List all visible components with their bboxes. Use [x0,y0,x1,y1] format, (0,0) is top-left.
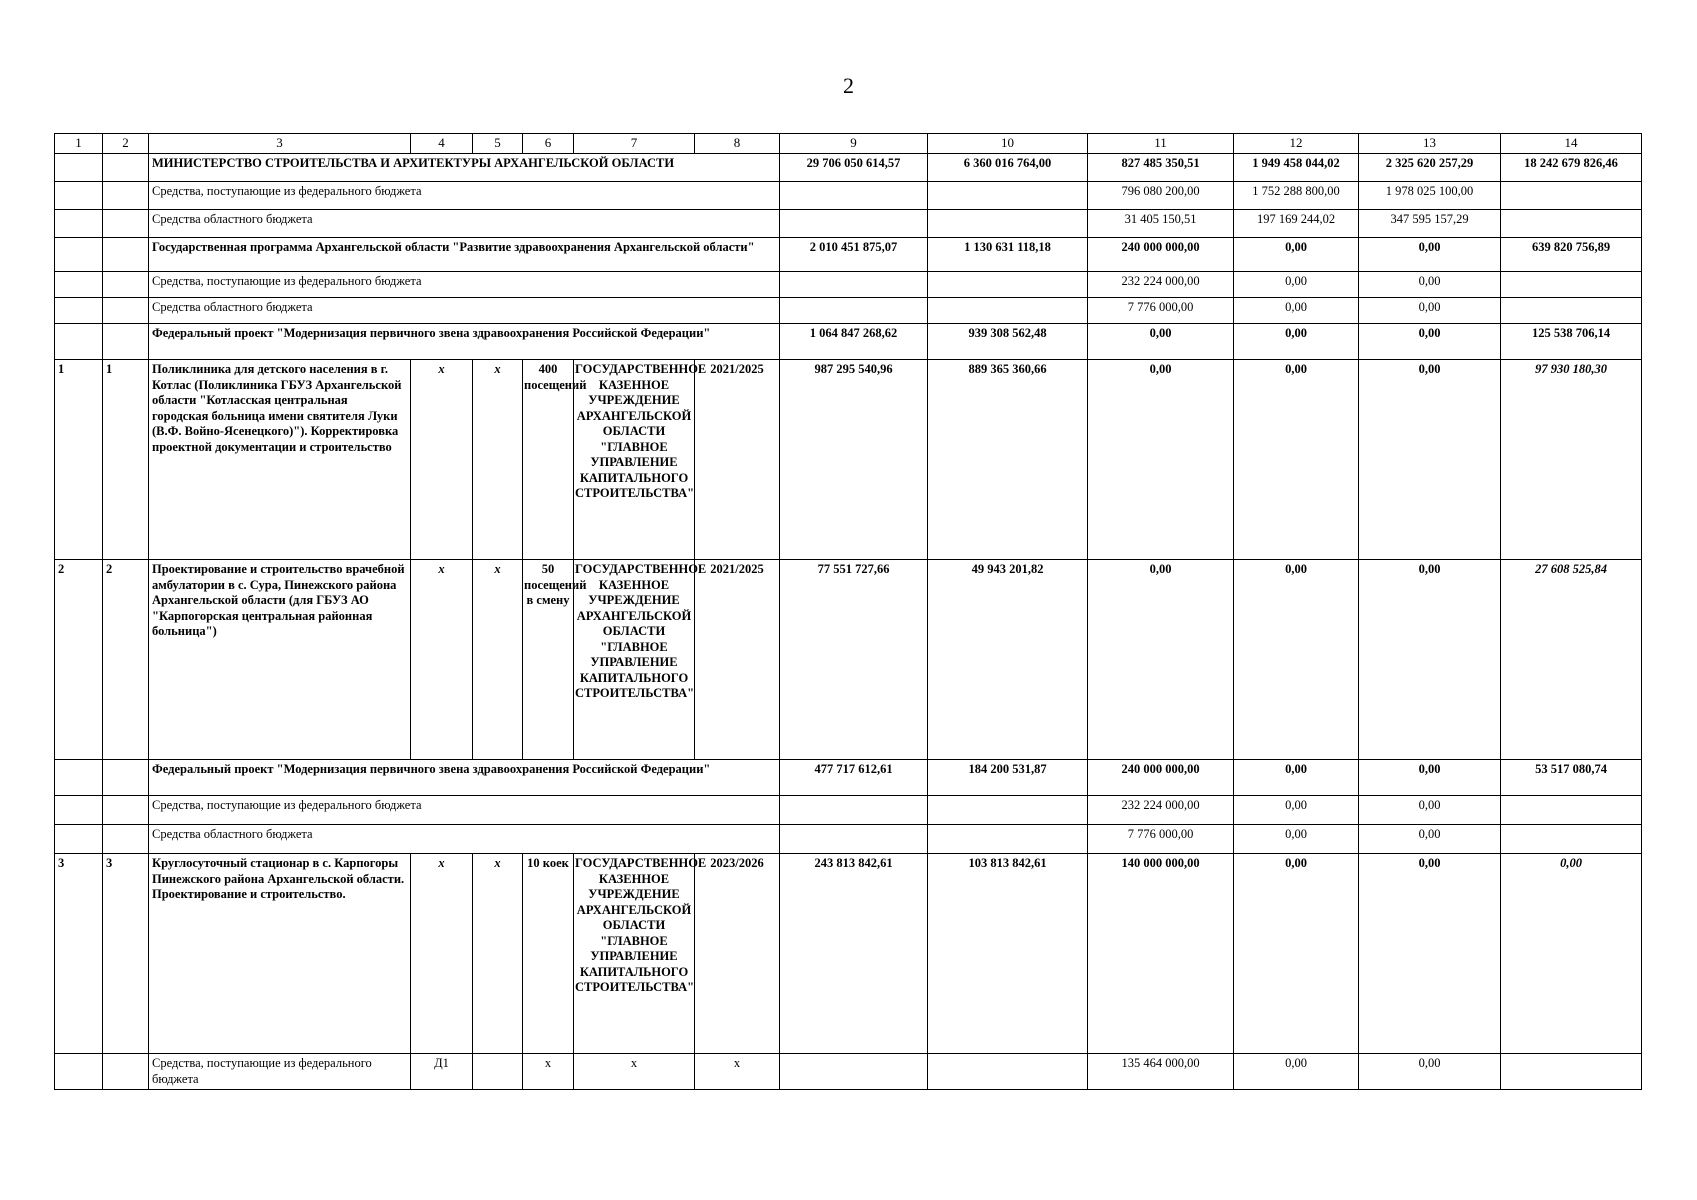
cell-c14: 639 820 756,89 [1501,238,1642,272]
cell-c14: 125 538 706,14 [1501,324,1642,360]
customer: ГОСУДАРСТВЕННОЕ КАЗЕННОЕ УЧРЕЖДЕНИЕ АРХАНГЕЛЬСКОЙ ОБЛАСТИ "ГЛАВНОЕ УПРАВЛЕНИЕ КАПИТАЛЬНОГО СТРОИТЕЛЬСТВА" [574,560,695,760]
cell-c11: 31 405 150,51 [1088,210,1234,238]
cell-c10: 1 130 631 118,18 [928,238,1088,272]
cell-c14: 27 608 525,84 [1501,560,1642,760]
cell-c12: 0,00 [1234,854,1359,1054]
cell-c12: 0,00 [1234,238,1359,272]
cell-c13: 347 595 157,29 [1359,210,1501,238]
cell-c12: 0,00 [1234,560,1359,760]
object-name: Круглосуточный стационар в с. Карпогоры Пинежского района Архангельской области. Проектирование и строительство. [149,854,411,1054]
column-numbers-row [55,134,1642,154]
federal-project-row [55,324,1642,360]
object-row [55,360,1642,560]
funding-row-regional [55,210,1642,238]
cell-c13: 0,00 [1359,760,1501,796]
cell-c13: 0,00 [1359,825,1501,854]
cell-c12: 0,00 [1234,324,1359,360]
cell-c11: 240 000 000,00 [1088,238,1234,272]
cell-c13: 0,00 [1359,560,1501,760]
cell-c13: 0,00 [1359,324,1501,360]
cell-c13: 0,00 [1359,272,1501,298]
row-number: 1 [55,360,103,560]
cell-c11: 0,00 [1088,324,1234,360]
cell-c10: 103 813 842,61 [928,854,1088,1054]
cell-c13: 0,00 [1359,238,1501,272]
column-number: 4 [411,134,473,154]
row-number: 3 [103,854,149,1054]
cell-c12: 0,00 [1234,298,1359,324]
cell-c13: 0,00 [1359,360,1501,560]
cell-c12: 1 752 288 800,00 [1234,182,1359,210]
row-number: 2 [103,560,149,760]
funding-label: Средства, поступающие из федерального бюджета [149,796,780,825]
federal-project-name: Федеральный проект "Модернизация первичного звена здравоохранения Российской Федерации" [149,760,780,796]
column-number: 8 [695,134,780,154]
customer: ГОСУДАРСТВЕННОЕ КАЗЕННОЕ УЧРЕЖДЕНИЕ АРХАНГЕЛЬСКОЙ ОБЛАСТИ "ГЛАВНОЕ УПРАВЛЕНИЕ КАПИТАЛЬНОГО СТРОИТЕЛЬСТВА" [574,854,695,1054]
cell-c12: 0,00 [1234,760,1359,796]
cell-c10: 939 308 562,48 [928,324,1088,360]
cell-c14: 53 517 080,74 [1501,760,1642,796]
federal-project-name: Федеральный проект "Модернизация первичного звена здравоохранения Российской Федерации" [149,324,780,360]
cell-c11: 827 485 350,51 [1088,154,1234,182]
cell-c14: 97 930 180,30 [1501,360,1642,560]
row-number: 3 [55,854,103,1054]
object-name: Проектирование и строительство врачебной амбулатории в с. Сура, Пинежского района Архангельской области (для ГБУЗ АО "Карпогорская центральная районная больница") [149,560,411,760]
cell-c9: 1 064 847 268,62 [780,324,928,360]
cell-c9: 2 010 451 875,07 [780,238,928,272]
capacity: 50 посещений в смену [523,560,574,760]
cell-c9: 987 295 540,96 [780,360,928,560]
cell-c9: 29 706 050 614,57 [780,154,928,182]
cell-c13: 0,00 [1359,298,1501,324]
column-number: 14 [1501,134,1642,154]
cell-c4: x [411,854,473,1054]
cell-c11: 0,00 [1088,360,1234,560]
cell-c11: 7 776 000,00 [1088,298,1234,324]
ministry-name: МИНИСТЕРСТВО СТРОИТЕЛЬСТВА И АРХИТЕКТУРЫ АРХАНГЕЛЬСКОЙ ОБЛАСТИ [149,154,780,182]
cell-c14: 0,00 [1501,854,1642,1054]
cell-c5: x [473,854,523,1054]
funding-label: Средства, поступающие из федерального бюджета [149,1054,411,1090]
object-row [55,854,1642,1054]
investment-table [54,133,1642,1090]
capacity: 10 коек [523,854,574,1054]
cell-c12: 0,00 [1234,825,1359,854]
cell-c12: 197 169 244,02 [1234,210,1359,238]
funding-row-regional [55,825,1642,854]
cell-c11: 140 000 000,00 [1088,854,1234,1054]
cell-c12: 0,00 [1234,1054,1359,1090]
cell-c9: 77 551 727,66 [780,560,928,760]
column-number: 1 [55,134,103,154]
funding-row-federal [55,272,1642,298]
cell-c7: x [574,1054,695,1090]
cell-c6: x [523,1054,574,1090]
column-number: 7 [574,134,695,154]
cell-c12: 0,00 [1234,360,1359,560]
cell-c5: x [473,360,523,560]
ministry-row [55,154,1642,182]
cell-c10: 6 360 016 764,00 [928,154,1088,182]
column-number: 13 [1359,134,1501,154]
cell-c11: 135 464 000,00 [1088,1054,1234,1090]
cell-c9: 477 717 612,61 [780,760,928,796]
cell-c13: 1 978 025 100,00 [1359,182,1501,210]
column-number: 5 [473,134,523,154]
cell-c4: Д1 [411,1054,473,1090]
cell-c14: 18 242 679 826,46 [1501,154,1642,182]
cell-c10: 184 200 531,87 [928,760,1088,796]
funding-label: Средства, поступающие из федерального бюджета [149,182,780,210]
cell-c11: 7 776 000,00 [1088,825,1234,854]
period: 2021/2025 [695,560,780,760]
cell-c11: 232 224 000,00 [1088,796,1234,825]
cell-c9: 243 813 842,61 [780,854,928,1054]
column-number: 9 [780,134,928,154]
column-number: 11 [1088,134,1234,154]
cell-c13: 0,00 [1359,1054,1501,1090]
cell-c4: x [411,560,473,760]
column-number: 12 [1234,134,1359,154]
funding-label: Средства областного бюджета [149,825,780,854]
funding-row-regional [55,298,1642,324]
row-number: 2 [55,560,103,760]
cell-c13: 0,00 [1359,796,1501,825]
program-row [55,238,1642,272]
cell-c12: 0,00 [1234,796,1359,825]
funding-row-federal [55,796,1642,825]
cell-c5: x [473,560,523,760]
cell-c11: 796 080 200,00 [1088,182,1234,210]
column-number: 3 [149,134,411,154]
column-number: 10 [928,134,1088,154]
period: 2023/2026 [695,854,780,1054]
cell-c11: 240 000 000,00 [1088,760,1234,796]
cell-c12: 0,00 [1234,272,1359,298]
column-number: 2 [103,134,149,154]
page-number: 2 [843,73,854,98]
period: 2021/2025 [695,360,780,560]
funding-row-federal [55,182,1642,210]
cell-c11: 232 224 000,00 [1088,272,1234,298]
cell-c11: 0,00 [1088,560,1234,760]
cell-c13: 0,00 [1359,854,1501,1054]
funding-label: Средства областного бюджета [149,210,780,238]
funding-label: Средства областного бюджета [149,298,780,324]
cell-c4: x [411,360,473,560]
funding-label: Средства, поступающие из федерального бюджета [149,272,780,298]
cell-c8: x [695,1054,780,1090]
cell-c10: 889 365 360,66 [928,360,1088,560]
cell-c13: 2 325 620 257,29 [1359,154,1501,182]
program-name: Государственная программа Архангельской области "Развитие здравоохранения Архангельской области" [149,238,780,272]
row-number: 1 [103,360,149,560]
column-number: 6 [523,134,574,154]
customer: ГОСУДАРСТВЕННОЕ КАЗЕННОЕ УЧРЕЖДЕНИЕ АРХАНГЕЛЬСКОЙ ОБЛАСТИ "ГЛАВНОЕ УПРАВЛЕНИЕ КАПИТАЛЬНОГО СТРОИТЕЛЬСТВА" [574,360,695,560]
federal-project-row [55,760,1642,796]
cell-c10: 49 943 201,82 [928,560,1088,760]
funding-row-federal [55,1054,1642,1090]
capacity: 400 посещений [523,360,574,560]
cell-c12: 1 949 458 044,02 [1234,154,1359,182]
object-name: Поликлиника для детского населения в г. Котлас (Поликлиника ГБУЗ Архангельской области "Котласская центральная городская больница имени святителя Луки (В.Ф. Войно-Ясенецкого)"). Корректировка проектной документации и строительство [149,360,411,560]
object-row [55,560,1642,760]
